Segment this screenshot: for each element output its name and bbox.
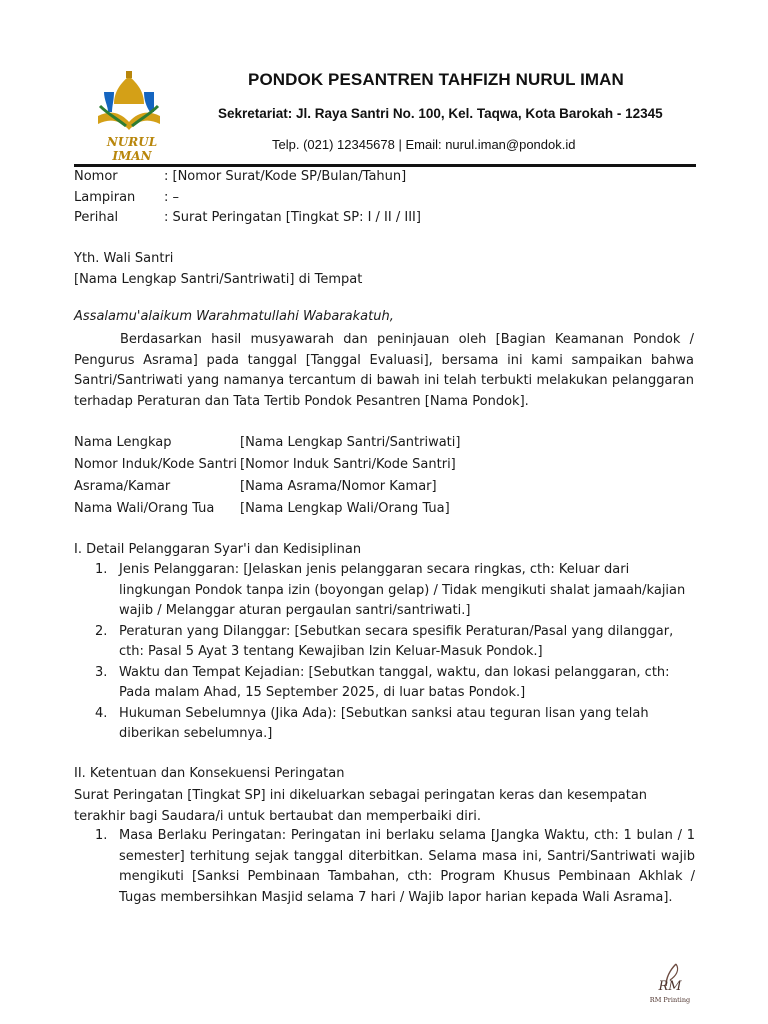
meta-row-lampiran xyxy=(74,188,421,209)
identity-row xyxy=(74,476,460,498)
identity-value: [Nama Asrama/Nomor Kamar] xyxy=(240,479,437,494)
section-heading: I. Detail Pelanggaran Syar'i dan Kedisiplinan xyxy=(74,542,362,557)
rm-caption: RM Printing xyxy=(649,996,691,1004)
section-heading: II. Ketentuan dan Konsekuensi Peringatan xyxy=(74,766,345,781)
meta-value: : Surat Peringatan [Tingkat SP: I / II / III] xyxy=(164,210,421,225)
violation-list xyxy=(95,560,695,745)
meta-label: Nomor xyxy=(74,169,118,184)
list-text: Peraturan yang Dilanggar: [Sebutkan secara spesifik Peraturan/Pasal yang dilanggar, cth: Pasal 5 Ayat 3 tentang Kewajiban Izin Keluar-Masuk Pondok.] xyxy=(119,623,674,659)
logo-caption: NURUL IMAN xyxy=(106,135,158,163)
identity-row xyxy=(74,498,460,520)
identity-value: [Nama Lengkap Santri/Santriwati] xyxy=(240,435,461,450)
meta-value: : [Nomor Surat/Kode SP/Bulan/Tahun] xyxy=(164,169,407,184)
organization-address: Sekretariat: Jl. Raya Santri No. 100, Kel. Taqwa, Kota Barokah - 12345 xyxy=(218,106,663,121)
identity-row xyxy=(74,454,460,476)
recipient-line: Yth. Wali Santri xyxy=(74,251,174,266)
list-item xyxy=(95,622,695,663)
rm-initials: RM xyxy=(658,979,682,994)
list-item xyxy=(95,663,695,704)
letter-meta xyxy=(74,167,421,229)
opening-paragraph xyxy=(74,330,694,412)
meta-label: Perihal xyxy=(74,210,119,225)
rm-printing-logo-icon xyxy=(646,960,694,1008)
identity-value: [Nama Lengkap Wali/Orang Tua] xyxy=(240,501,450,516)
meta-value: : – xyxy=(164,189,180,205)
identity-label: Nama Wali/Orang Tua xyxy=(74,501,215,516)
meta-row-nomor xyxy=(74,167,421,188)
identity-row xyxy=(74,432,460,454)
list-number: 1. xyxy=(95,562,108,577)
student-identity xyxy=(74,432,460,520)
section-intro: Surat Peringatan [Tingkat SP] ini dikeluarkan sebagai peringatan keras dan kesempatan terakhir bagi Saudara/i untuk bertaubat dan memperbaiki diri. xyxy=(74,788,648,824)
meta-row-perihal xyxy=(74,208,421,229)
opening-paragraph-text: Berdasarkan hasil musyawarah dan peninjauan oleh [Bagian Keamanan Pondok / Pengurus Asrama] pada tanggal [Tanggal Evaluasi], bersama ini kami sampaikan bahwa Santri/Santriwati yang namanya tercantum di bawah ini telah terbukti melakukan pelanggaran terhadap Peraturan dan Tata Tertib Pondok Pesantren [Nama Pondok]. xyxy=(74,332,694,409)
list-number: 4. xyxy=(95,705,108,721)
list-text: Waktu dan Tempat Kejadian: [Sebutkan tanggal, waktu, dan lokasi pelanggaran, cth: Pada malam Ahad, 15 September 2025, di luar batas Pondok.] xyxy=(119,664,670,700)
identity-label: Asrama/Kamar xyxy=(74,479,171,494)
organization-name: PONDOK PESANTREN TAHFIZH NURUL IMAN xyxy=(248,70,624,89)
list-number: 1. xyxy=(95,828,108,843)
list-item xyxy=(95,560,695,622)
meta-label: Lampiran xyxy=(74,189,136,205)
list-text: Jenis Pelanggaran: [Jelaskan jenis pelanggaran secara ringkas, cth: Keluar dari lingkungan Pondok tanpa izin (boyongan gelap) / Tidak mengikuti shalat jamaah/kajian wajib / Melanggar aturan pergaulan santri/santriwati.] xyxy=(119,562,686,618)
greeting: Assalamu'alaikum Warahmatullahi Wabarakatuh, xyxy=(74,309,394,324)
list-number: 2. xyxy=(95,623,108,639)
identity-value: [Nomor Induk Santri/Kode Santri] xyxy=(240,457,456,472)
identity-label: Nomor Induk/Kode Santri xyxy=(74,457,237,472)
recipient-block xyxy=(74,249,362,290)
list-text: Hukuman Sebelumnya (Jika Ada): [Sebutkan sanksi atau teguran lisan yang telah diberikan sebelumnya.] xyxy=(119,705,649,741)
provision-list xyxy=(95,826,695,908)
list-text: Masa Berlaku Peringatan: Peringatan ini berlaku selama [Jangka Waktu, cth: 1 bulan / 1 semester] terhitung sejak tanggal diterbitkan. Selama masa ini, Santri/Santriwati wajib mengikuti [Sanksi Pembinaan Tambahan, cth: Program Khusus Pembinaan Akhlak / Tugas membersihkan Masjid selama 7 hari / Wajib lapor harian kepada Wali Asrama]. xyxy=(119,828,695,905)
list-item xyxy=(95,826,695,908)
identity-label: Nama Lengkap xyxy=(74,435,172,450)
recipient-line: [Nama Lengkap Santri/Santriwati] di Tempat xyxy=(74,271,363,287)
organization-contact: Telp. (021) 12345678 | Email: nurul.iman@pondok.id xyxy=(272,137,576,152)
list-item xyxy=(95,704,695,745)
list-number: 3. xyxy=(95,664,108,680)
